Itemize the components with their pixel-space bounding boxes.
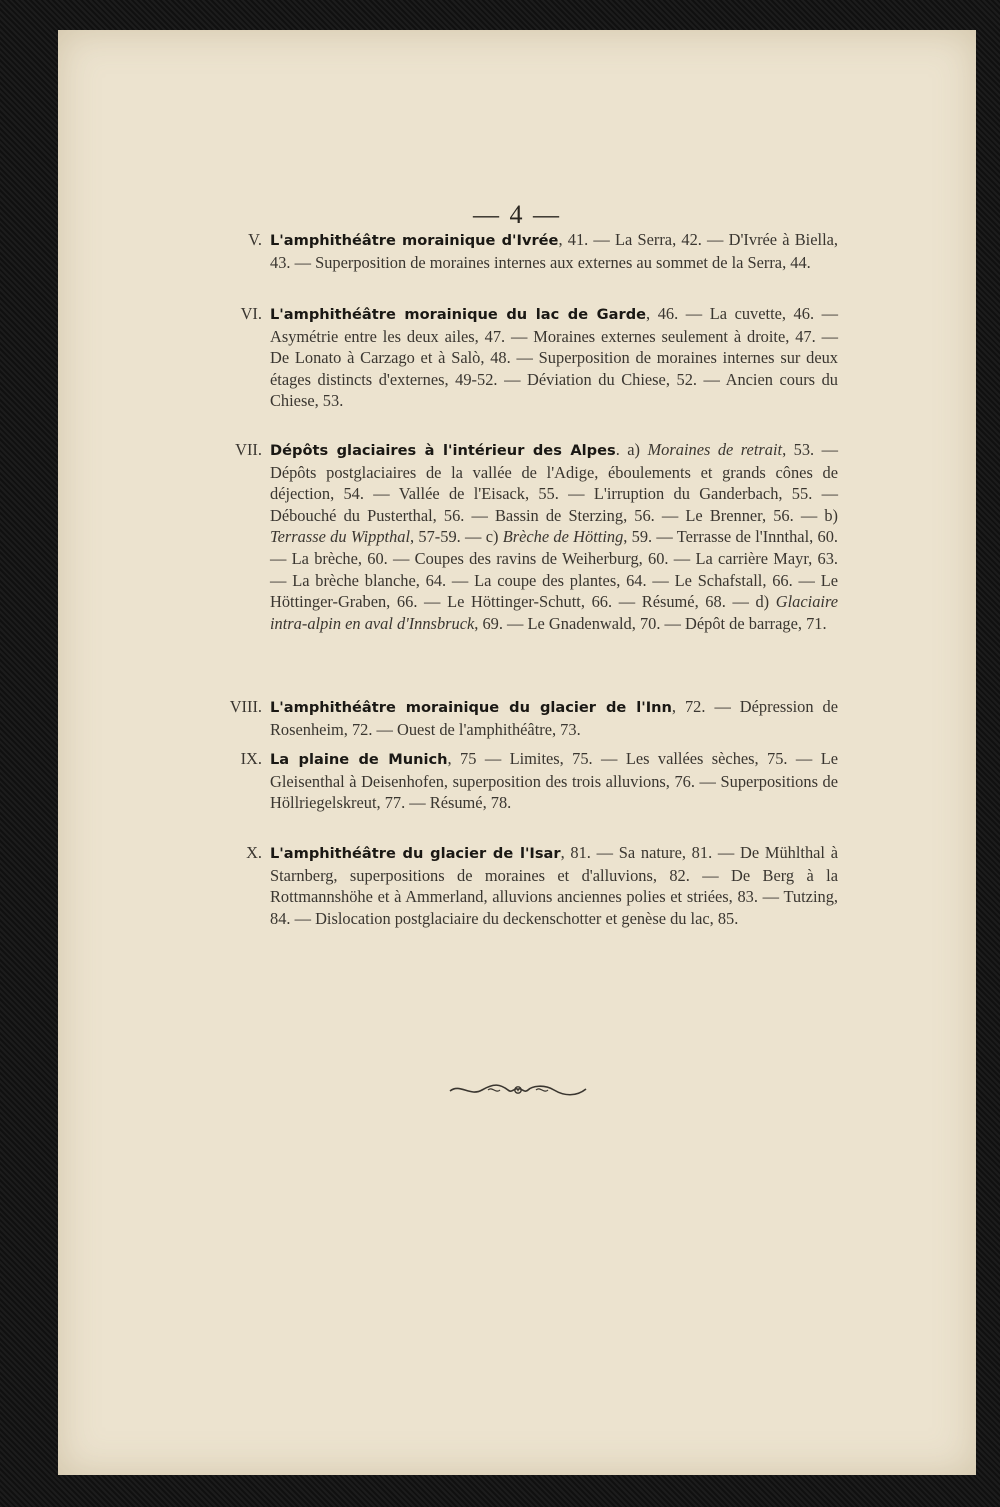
toc-entry-ix (240, 748, 838, 814)
toc-entry-vii (235, 439, 839, 634)
chapter-title: Dépôts glaciaires à l'intérieur des Alpes (270, 442, 616, 459)
chapter-number: V. (248, 230, 262, 249)
chapter-title: La plaine de Munich (270, 751, 448, 768)
toc-entry-viii (229, 696, 838, 740)
section-title-italic: Terrasse du Wippthal (270, 527, 411, 547)
chapter-text: , 46. — La cuvette, 46. — Asymétrie entre les deux ailes, 47. — Moraines externes seulement à droite, 47. — De Lonato à Carzago et à Salò, 48. — Superposition de moraines internes sur deux étages distincts d'externes, 49-52. — Déviation du Chiese, 52. — Ancien cours du Chiese, 53. (270, 304, 839, 411)
chapter-number: VI. (240, 304, 262, 323)
chapter-text: , 75 — Limites, 75. — Les vallées sèches, 75. — Le Gleisenthal à Deisenhofen, superposition des trois alluvions, 76. — Superpositions de Höllriegelskreut, 77. — Résumé, 78. (270, 749, 838, 813)
chapter-number: X. (246, 843, 262, 862)
chapter-title: L'amphithéâtre morainique du lac de Garde (270, 306, 647, 323)
page-number: — 4 — (473, 200, 561, 229)
chapter-text: , 81. — Sa nature, 81. — De Mühlthal à Starnberg, superpositions de moraines et d'alluvions, 82. — De Berg à la Rottmannshöhe et à Ammerland, alluvions anciennes polies et striées, 83. — Tutzing, 84. — Dislocation postglaciaire du deckenschotter et genèse du lac, 85. (270, 843, 838, 928)
chapter-text: , 69. — Le Gnadenwald, 70. — Dépôt de barrage, 71. (474, 613, 827, 633)
ornament-icon (448, 1082, 588, 1098)
chapter-text: . a) (615, 440, 648, 459)
chapter-text: , 59. — Terrasse de l'Innthal, 60. — La brèche, 60. — Coupes des ravins de Weiherburg, 60. — La carrière Mayr, 63. — La brèche blanche, 64. — La coupe des plantes, 64. — Le Schafstall, 66. — Le Höttinger-Graben, 66. — Le Höttinger-Schutt, 66. — Résumé, 68. — d) (270, 527, 838, 612)
chapter-title: L'amphithéâtre du glacier de l'Isar (270, 845, 561, 862)
chapter-title: L'amphithéâtre morainique du glacier de l'Inn (270, 699, 672, 716)
section-title-italic: Moraines de retrait (647, 440, 783, 459)
chapter-text: , 41. — La Serra, 42. — D'Ivrée à Biella, 43. — Superposition de moraines internes aux externes au sommet de la Serra, 44. (270, 230, 838, 272)
section-title-italic: Glaciaire intra-alpin en aval d'Innsbruck (270, 592, 838, 633)
chapter-title: L'amphithéâtre morainique d'Ivrée (270, 232, 559, 249)
chapter-text: , 53. — Dépôts postglaciaires de la vallée de l'Adige, éboulements et grands cônes de déjection, 54. — Vallée de l'Eisack, 55. — L'irruption du Ganderbach, 55. — Débouché du Pusterthal, 56. — Bassin de Sterzing, 56. — Le Brenner, 56. — b) (270, 440, 839, 525)
book-page (58, 30, 976, 1475)
chapter-text: , 57-59. — c) (410, 527, 503, 547)
toc-entry-x (246, 842, 838, 929)
chapter-number: VII. (235, 440, 262, 459)
chapter-number: IX. (240, 749, 262, 768)
toc-entry-vi (240, 303, 839, 412)
section-title-italic: Brèche de Hötting (502, 527, 624, 547)
chapter-number: VIII. (229, 697, 262, 716)
toc-entry-v (248, 229, 838, 273)
chapter-text: , 72. — Dépression de Rosenheim, 72. — Ouest de l'amphithéâtre, 73. (270, 697, 838, 739)
